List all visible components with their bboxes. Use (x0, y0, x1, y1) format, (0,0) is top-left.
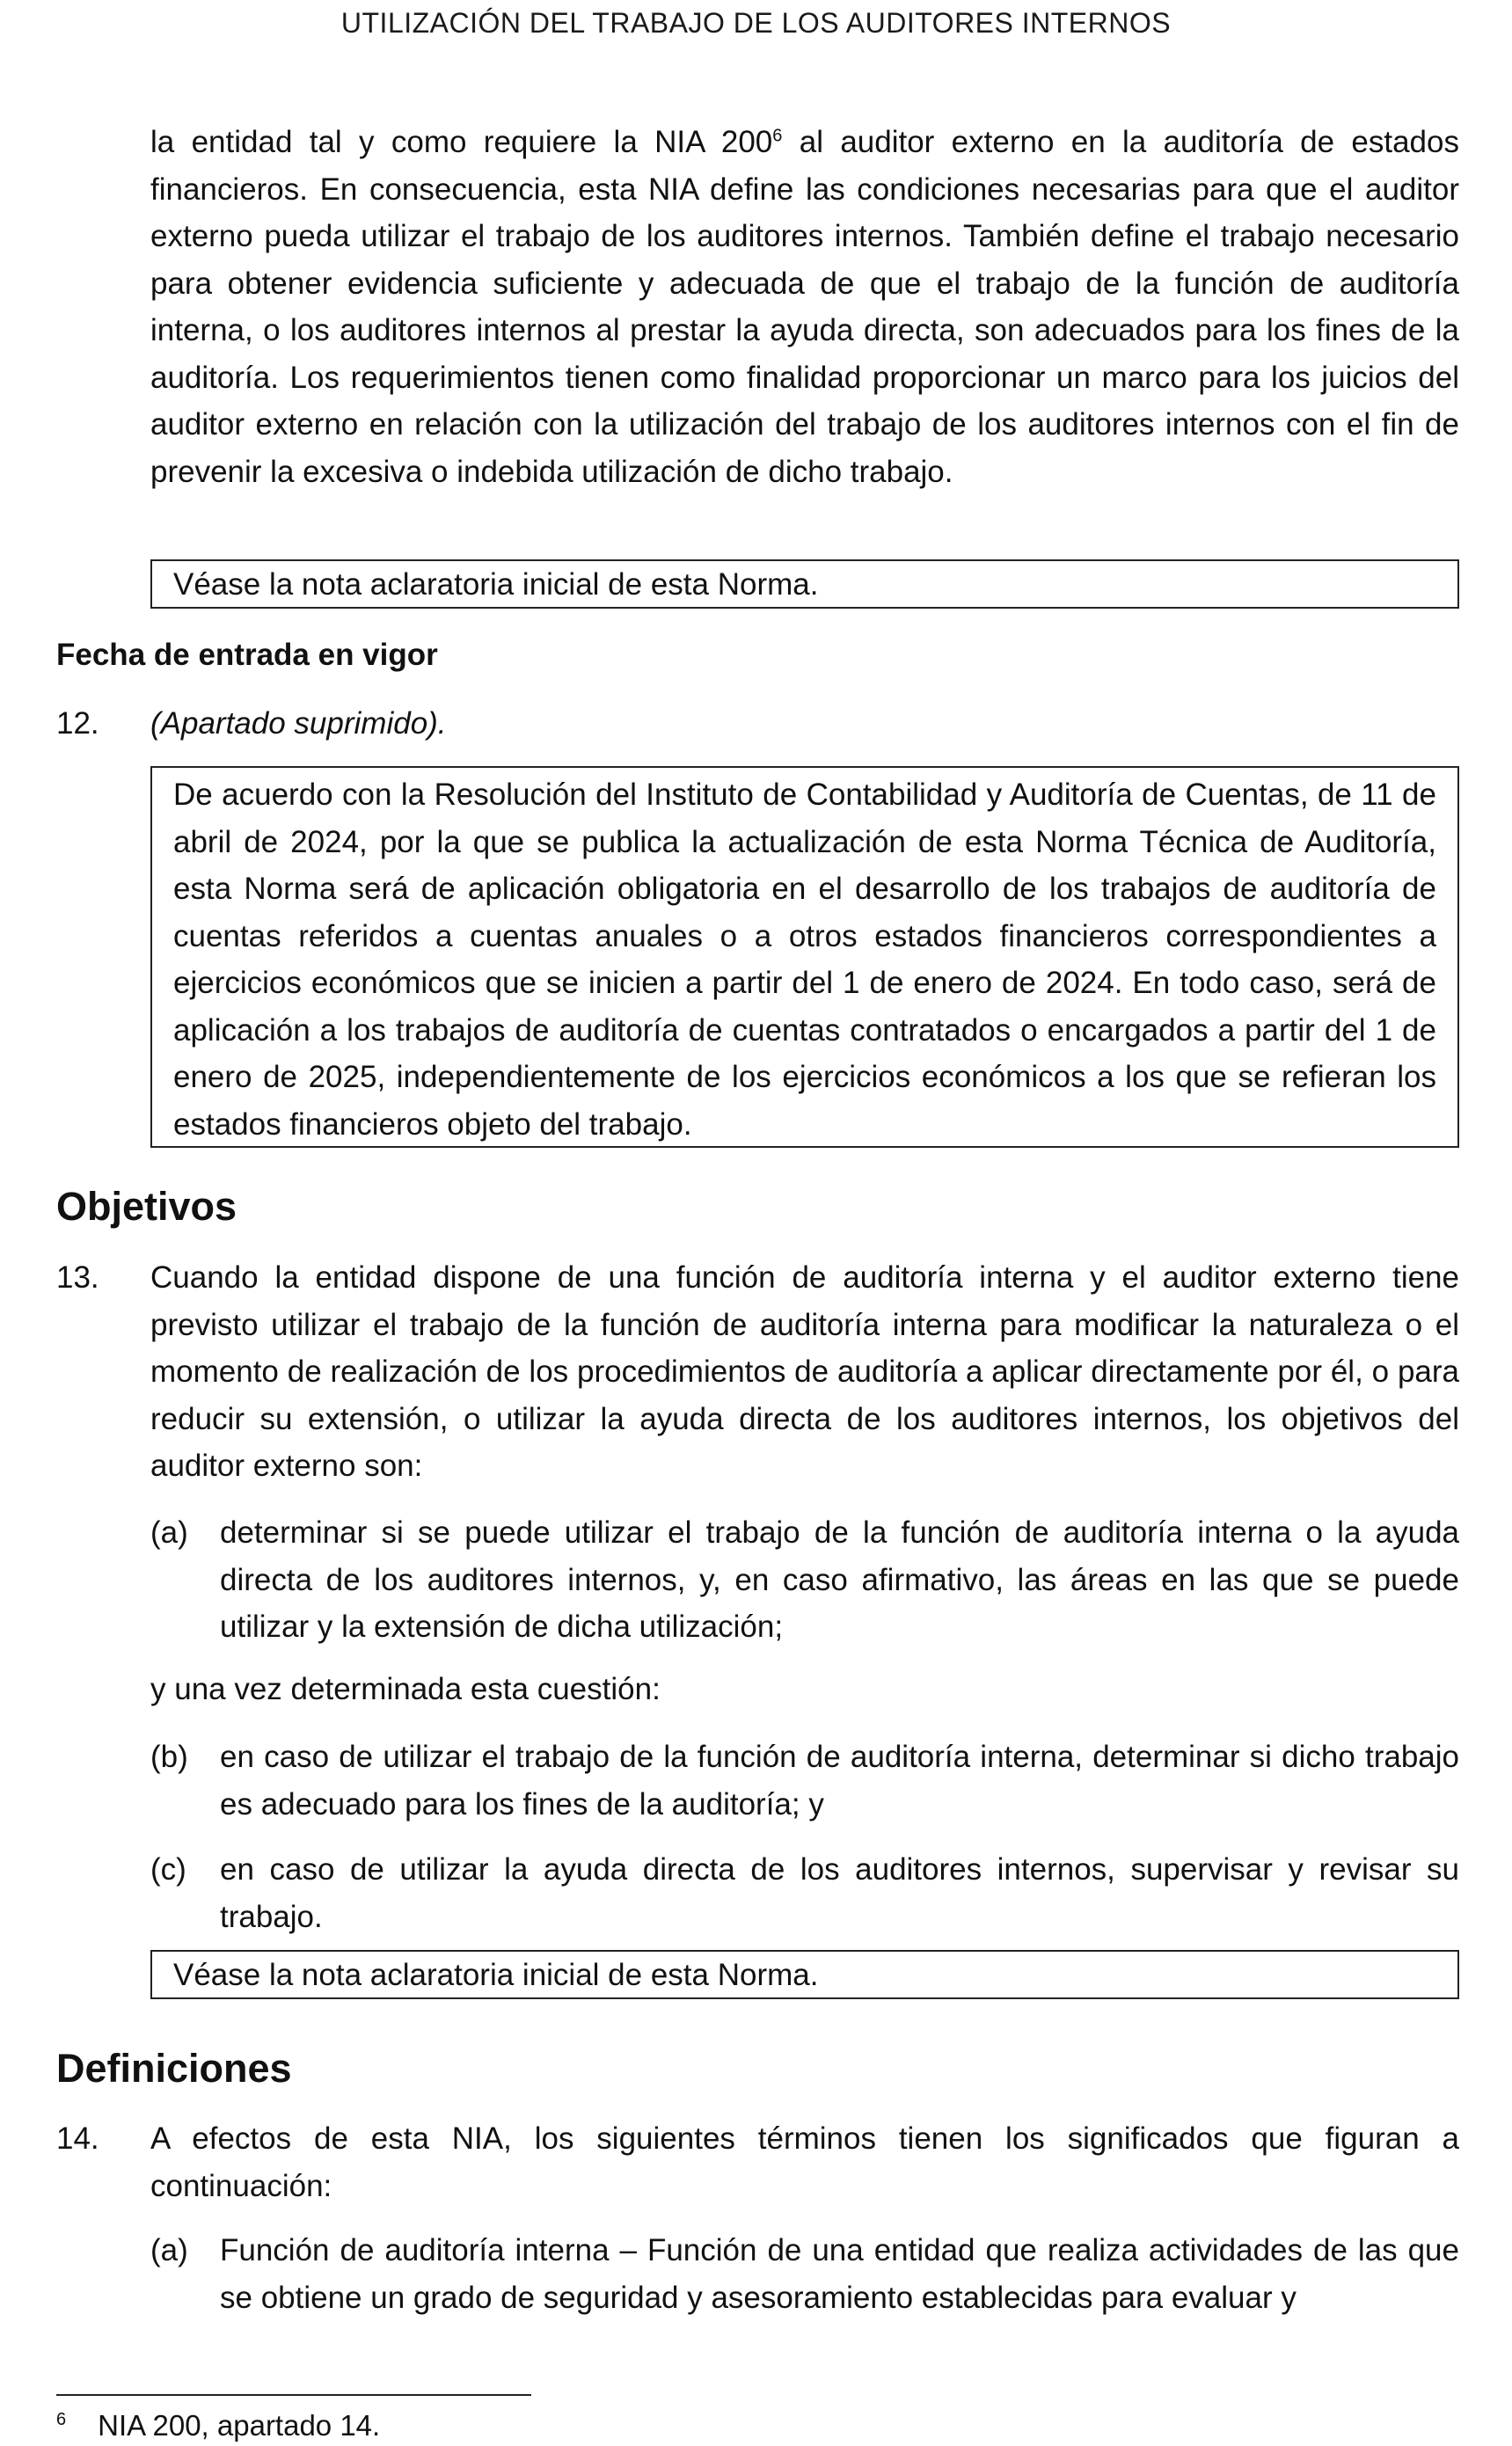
clarification-note-box (150, 559, 1459, 609)
clarification-note-box-2 (150, 1950, 1459, 1999)
paragraph-14-text: A efectos de esta NIA, los siguientes términos tienen los significados que figuran a continuación: (150, 2121, 1459, 2203)
intro-paragraph (150, 119, 1459, 495)
footnote-mark: 6 (56, 2410, 67, 2429)
item-c-label: (c) (150, 1852, 186, 1887)
item-b-label: (b) (150, 1740, 188, 1774)
effective-date-note-box (150, 766, 1459, 1148)
item-a-label: (a) (150, 1515, 188, 1550)
clarification-note-text: Véase la nota aclaratoria inicial de esta Norma. (173, 567, 819, 602)
intro-text-rest: al auditor externo en la auditoría de estados financieros. En consecuencia, esta NIA define las condiciones necesarias para que el auditor externo pueda utilizar el trabajo de los auditores internos. También define el trabajo necesario para obtener evidencia suficiente y adecuada de que el trabajo de la función de auditoría interna, o los auditores internos al prestar la ayuda directa, son adecuados para los fines de la auditoría. Los requerimientos tienen como finalidad proporcionar un marco para los juicios del auditor externo en relación con la utilización del trabajo de los auditores internos con el fin de prevenir la excesiva o indebida utilización de dicho trabajo. (150, 125, 1459, 489)
paragraph-number-12: 12. (56, 706, 99, 741)
paragraph-number-14: 14. (56, 2121, 99, 2156)
paragraph-13-text: Cuando la entidad dispone de una función de auditoría interna y el auditor externo tiene previsto utilizar el trabajo de la función de auditoría interna para modificar la naturaleza o el momento de realización de los procedimientos de auditoría a aplicar directamente por él, o para reducir su extensión, o utilizar la ayuda directa de los auditores internos, los objetivos del auditor externo son: (150, 1260, 1459, 1483)
effective-date-note-text: De acuerdo con la Resolución del Instituto de Contabilidad y Auditoría de Cuentas, de 11 de abril de 2024, por la que se publica la actualización de esta Norma Técnica de Auditoría, esta Norma será de aplicación obligatoria en el desarrollo de los trabajos de auditoría de cuentas referidos a cuentas anuales o a otros estados financieros correspondientes a ejercicios económicos que se inicien a partir del 1 de enero de 2024. En todo caso, será de aplicación a los trabajos de auditoría de cuentas contratados o encargados a partir del 1 de enero de 2025, independientemente de los ejercicios económicos a los que se refieran los estados financieros objeto del trabajo. (173, 778, 1436, 1142)
section-title-definitions: Definiciones (56, 2046, 292, 2091)
effective-date-heading: Fecha de entrada en vigor (56, 638, 438, 672)
item-b-text: en caso de utilizar el trabajo de la función de auditoría interna, determinar si dicho trabajo es adecuado para los fines de la auditoría; y (220, 1740, 1459, 1822)
running-header: UTILIZACIÓN DEL TRABAJO DE LOS AUDITORES INTERNOS (340, 7, 1172, 39)
item-c-text: en caso de utilizar la ayuda directa de los auditores internos, supervisar y revisar su trabajo. (220, 1852, 1459, 1934)
footnote-text: NIA 200, apartado 14. (98, 2409, 381, 2442)
footnote-separator (56, 2394, 531, 2396)
paragraph-number-13: 13. (56, 1260, 99, 1295)
intro-text-start: la entidad tal y como requiere la NIA 200 (150, 125, 773, 159)
clarification-note-text-2: Véase la nota aclaratoria inicial de esta Norma. (173, 1958, 819, 1992)
item-a-text: determinar si se puede utilizar el trabajo de la función de auditoría interna o la ayuda directa de los auditores internos, y, en caso afirmativo, las áreas en las que se puede utilizar y la extensión de dicha utilización; (220, 1515, 1459, 1644)
section-title-objectives: Objetivos (56, 1184, 237, 1229)
connector-text: y una vez determinada esta cuestión: (150, 1672, 661, 1706)
paragraph-12-text: (Apartado suprimido). (150, 706, 447, 741)
footnote (56, 2399, 380, 2446)
definition-item-a-label: (a) (150, 2233, 188, 2267)
footnote-reference[interactable]: 6 (772, 126, 783, 146)
definition-item-a-text: Función de auditoría interna – Función de una entidad que realiza actividades de las que se obtiene un grado de seguridad y asesoramiento establecidas para evaluar y (220, 2233, 1459, 2315)
